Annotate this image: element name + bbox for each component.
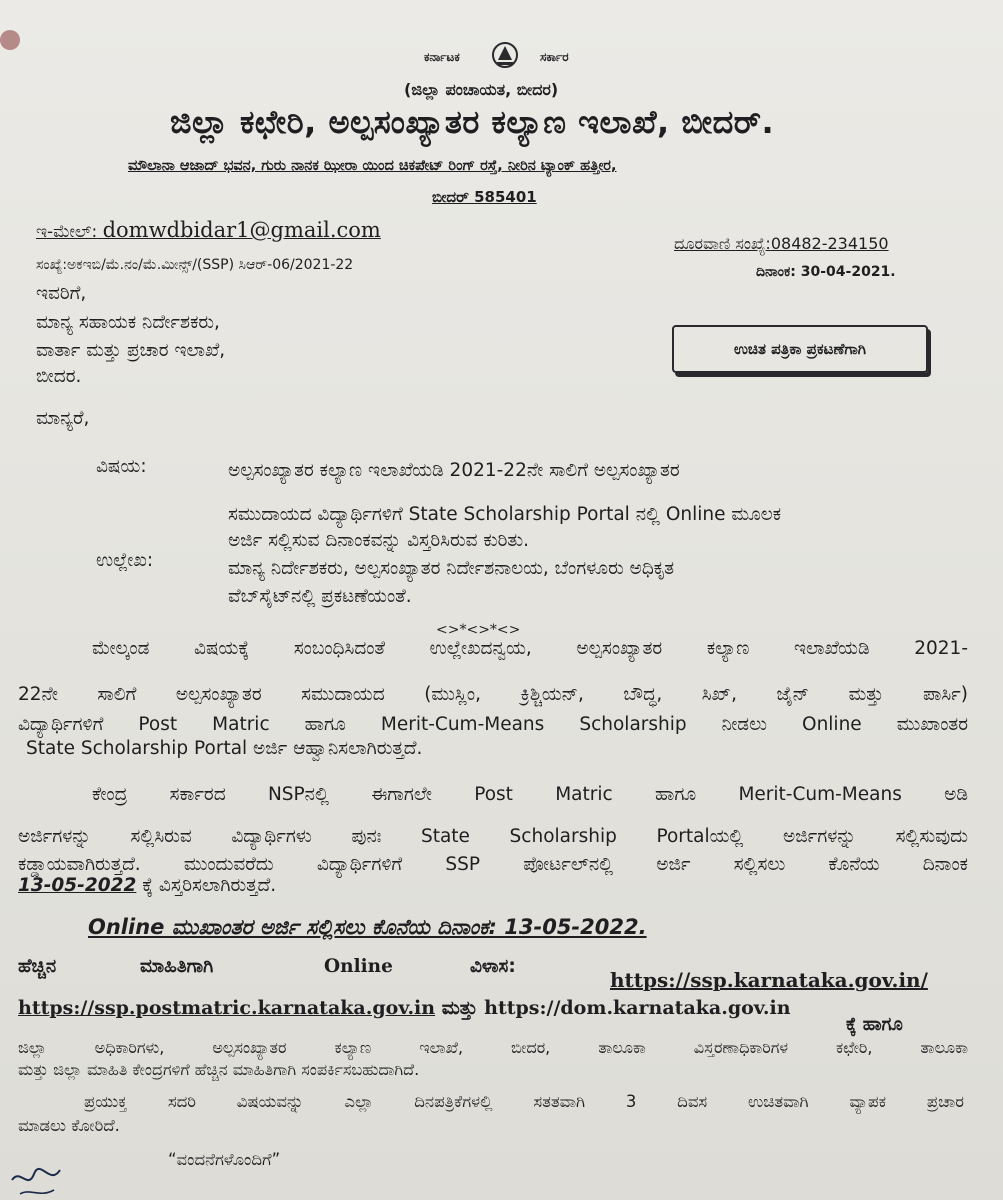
state-label-left: ಕರ್ನಾಟಕ	[424, 50, 460, 64]
email-link[interactable]: domwdbidar1@gmail.com	[102, 218, 381, 242]
dom-website-link[interactable]: https://dom.karnataka.gov.in	[484, 997, 791, 1019]
government-emblem-icon	[488, 38, 522, 72]
recipient-line2: ಮಾನ್ಯ ಸಹಾಯಕ ನಿರ್ದೇಶಕರು,	[36, 312, 220, 333]
more-info-word2: ಮಾಹಿತಿಗಾಗಿ	[140, 956, 214, 977]
ssp-postmatric-link[interactable]: https://ssp.postmatric.karnataka.gov.in	[18, 997, 436, 1019]
para4-line2: ಮಾಡಲು ಕೋರಿದೆ.	[18, 1116, 120, 1135]
para3-line3: ಜಿಲ್ಲಾ ಅಧಿಕಾರಿಗಳು, ಅಲ್ಪಸಂಖ್ಯಾತರ ಕಲ್ಯಾಣ ಇಲಾಖೆ, ಬೀದರ, ತಾಲೂಕಾ ವಿಸ್ತರಣಾಧಿಕಾರಿಗಳ ಕಛೇರಿ, ತಾಲೂಕಾ	[18, 1038, 968, 1057]
office-address-line2: ಬೀದರ್ 585401	[432, 188, 537, 206]
reference-note-line2: ವೆಬ್‌ಸೈಟ್‌ನಲ್ಲಿ ಪ್ರಕಟಣೆಯಂತೆ.	[228, 586, 412, 607]
reference-note-label: ಉಲ್ಲೇಖ:	[96, 550, 154, 571]
subject-line2: ಸಮುದಾಯದ ವಿದ್ಯಾರ್ಥಿಗಳಿಗೆ State Scholarship Portal ನಲ್ಲಿ Online ಮೂಲಕ	[228, 504, 782, 525]
panchayat-label: (ಜಿಲ್ಲಾ ಪಂಚಾಯತ, ಬೀದರ)	[404, 80, 559, 99]
application-deadline-notice: Online ಮುಖಾಂತರ ಅರ್ಜಿ ಸಲ್ಲಿಸಲು ಕೊನೆಯ ದಿನಾಂಕ: 13-05-2022.	[88, 915, 647, 939]
subject-line1: ಅಲ್ಪಸಂಖ್ಯಾತರ ಕಲ್ಯಾಣ ಇಲಾಖೆಯಡಿ 2021-22ನೇ ಸಾಲಿಗೆ ಅಲ್ಪಸಂಖ್ಯಾತರ	[228, 460, 680, 481]
recipient-line1: ಇವರಿಗೆ,	[36, 283, 87, 304]
para4-line1: ಪ್ರಯುಕ್ತ ಸದರಿ ವಿಷಯವನ್ನು ಎಲ್ಲಾ ದಿನಪತ್ರಿಕೆಗಳಲ್ಲಿ ಸತತವಾಗಿ 3 ದಿವಸ ಉಚಿತವಾಗಿ ವ್ಯಾಪಕ ಪ್ರಚಾರ	[84, 1092, 964, 1111]
and-word: ಮತ್ತು	[441, 997, 478, 1019]
letter-date: ದಿನಾಂಕ: 30-04-2021.	[756, 264, 896, 280]
ssp-portal-link[interactable]: https://ssp.karnataka.gov.in/	[610, 968, 928, 992]
para1-line1: ಮೇಲ್ಕಂಡ ವಿಷಯಕ್ಕೆ ಸಂಬಂಧಿಸಿದಂತೆ ಉಲ್ಲೇಖದನ್ವಯ, ಅಲ್ಪಸಂಖ್ಯಾತರ ಕಲ್ಯಾಣ ಇಲಾಖೆಯಡಿ 2021-	[92, 638, 968, 659]
para1-line2: 22ನೇ ಸಾಲಿಗೆ ಅಲ್ಪಸಂಖ್ಯಾತರ ಸಮುದಾಯದ (ಮುಸ್ಲಿಂ, ಕ್ರಿಶ್ಚಿಯನ್, ಬೌದ್ಧ, ಸಿಖ್, ಜೈನ್ ಮತ್ತು ಪಾರ್ಸಿ)	[18, 684, 968, 705]
signature-scribble	[10, 1160, 70, 1200]
phone-row	[674, 234, 889, 254]
para3-line2	[18, 997, 791, 1019]
para2-line4-rest: ಕ್ಕೆ ವಿಸ್ತರಿಸಲಾಗಿರುತ್ತದೆ.	[136, 875, 277, 896]
para2-line4	[18, 877, 276, 896]
subject-label: ವಿಷಯ:	[96, 456, 147, 477]
para1-line3: ವಿದ್ಯಾರ್ಥಿಗಳಿಗೆ Post Matric ಹಾಗೂ Merit-Cum-Means Scholarship ನೀಡಲು Online ಮುಖಾಂತರ	[18, 714, 968, 735]
para2-line2: ಅರ್ಜಿಗಳನ್ನು ಸಲ್ಲಿಸಿರುವ ವಿದ್ಯಾರ್ಥಿಗಳು ಪುನಃ State Scholarship Portalಯಲ್ಲಿ ಅರ್ಜಿಗಳನ್ನು ಸಲ್ಲಿಸುವುದು	[18, 826, 968, 847]
separator: <>*<>*<>	[436, 622, 521, 638]
phone-number: 08482-234150	[770, 234, 889, 253]
email-row	[36, 218, 381, 242]
office-address-line1: ಮೌಲಾನಾ ಆಜಾದ್ ಭವನ, ಗುರು ನಾನಕ ಝೀರಾ ಯಿಂದ ಚಿಕಪೇಟ್ ರಿಂಗ್ ರಸ್ತೆ, ನೀರಿನ ಟ್ಯಾಂಕ್ ಹತ್ತೀರ,	[128, 158, 617, 174]
ink-stain	[0, 30, 20, 50]
free-press-publication-stamp: ಉಚಿತ ಪತ್ರಿಕಾ ಪ್ರಕಟಣೆಗಾಗಿ	[672, 325, 928, 373]
more-info-word1: ಹೆಚ್ಚಿನ	[18, 956, 57, 977]
reference-number: ಸಂಖ್ಯೆ:ಅಕಇಬಿ/ಮೆ.ನಂ/ಮೆ.ಮೀನ್ಸ್/(SSP) ಸಿಆರ್-06/2021-22	[36, 257, 354, 273]
recipient-line3: ವಾರ್ತಾ ಮತ್ತು ಪ್ರಚಾರ ಇಲಾಖೆ,	[36, 340, 226, 361]
para2-line1: ಕೇಂದ್ರ ಸರ್ಕಾರದ NSPನಲ್ಲಿ ಈಗಾಗಲೇ Post Matric ಹಾಗೂ Merit-Cum-Means ಅಡಿ	[92, 784, 968, 805]
para2-line3: ಕಡ್ಡಾಯವಾಗಿರುತ್ತದೆ. ಮುಂದುವರೆದು ವಿದ್ಯಾರ್ಥಿಗಳಿಗೆ SSP ಪೋರ್ಟಲ್‌ನಲ್ಲಿ ಅರ್ಜಿ ಸಲ್ಲಿಸಲು ಕೊನೆಯ ದಿನಾಂಕ	[18, 854, 968, 875]
reference-note-line1: ಮಾನ್ಯ ನಿರ್ದೇಶಕರು, ಅಲ್ಪಸಂಖ್ಯಾತರ ನಿರ್ದೇಶನಾಲಯ, ಬೆಂಗಳೂರು ಅಧಿಕೃತ	[228, 558, 675, 579]
para3-line4: ಮತ್ತು ಜಿಲ್ಲಾ ಮಾಹಿತಿ ಕೇಂದ್ರಗಳಿಗೆ ಹೆಚ್ಚಿನ ಮಾಹಿತಿಗಾಗಿ ಸಂಪರ್ಕಿಸಬಹುದಾಗಿದೆ.	[18, 1060, 420, 1079]
para1-line4: State Scholarship Portal ಅರ್ಜಿ ಆಹ್ವಾನಿಸಲಾಗಿರುತ್ತದೆ.	[26, 738, 423, 759]
more-info-word4: ವಿಳಾಸ:	[470, 956, 516, 977]
subject-line3: ಅರ್ಜಿ ಸಲ್ಲಿಸುವ ದಿನಾಂಕವನ್ನು ವಿಸ್ತರಿಸಿರುವ ಕುರಿತು.	[228, 530, 529, 551]
more-info-word3: Online	[324, 956, 393, 977]
para3-line2-rest: ಕ್ಕೆ ಹಾಗೂ	[846, 1014, 903, 1035]
state-label-right: ಸರ್ಕಾರ	[540, 50, 569, 64]
closing-regards: “ವಂದನೆಗಳೊಂದಿಗೆ”	[168, 1150, 281, 1169]
salutation: ಮಾನ್ಯರೆ,	[36, 408, 90, 429]
recipient-line4: ಬೀದರ.	[36, 366, 82, 387]
email-label: ಇ-ಮೇಲ್:	[36, 222, 98, 242]
office-title: ಜಿಲ್ಲಾ ಕಛೇರಿ, ಅಲ್ಪಸಂಖ್ಯಾತರ ಕಲ್ಯಾಣ ಇಲಾಖೆ, ಬೀದರ್.	[170, 103, 775, 141]
phone-label: ದೂರವಾಣಿ ಸಂಖ್ಯೆ:	[674, 234, 771, 253]
extended-deadline-date: 13-05-2022	[18, 875, 137, 896]
